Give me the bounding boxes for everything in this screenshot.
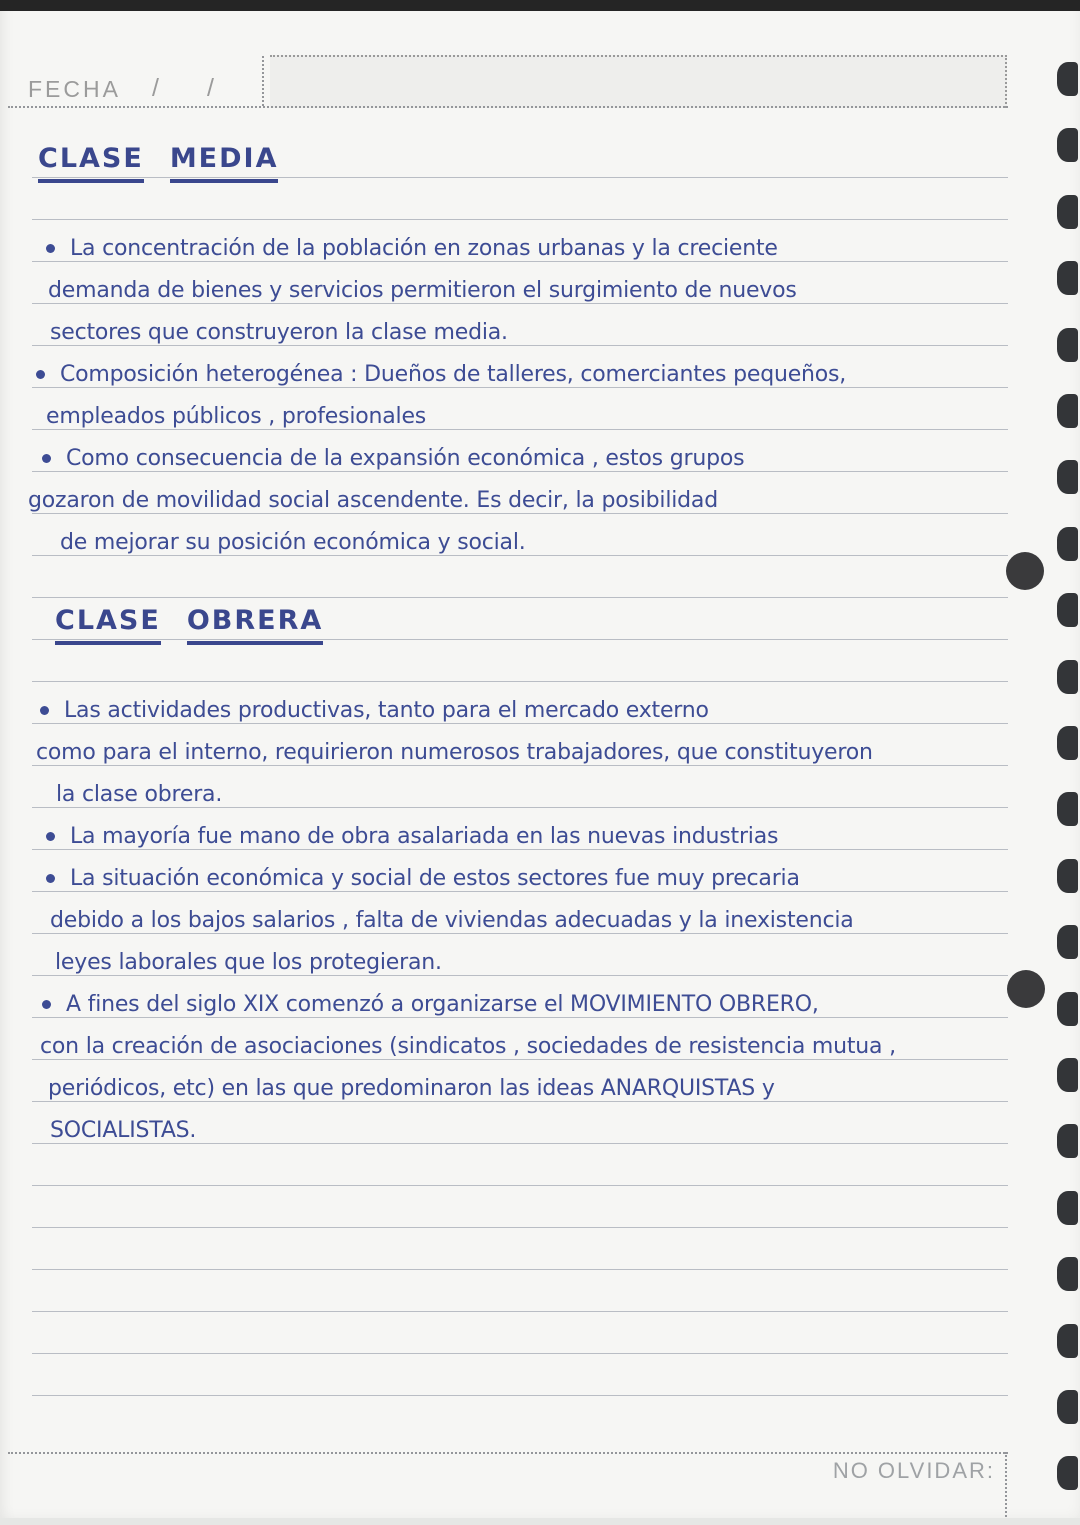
handwritten-line: [48, 269, 797, 305]
handwritten-line: [40, 983, 819, 1019]
binding-hole: [1057, 128, 1078, 162]
handwritten-line: [40, 437, 744, 473]
binding-hole: [1057, 261, 1078, 295]
bullet-dot: [46, 244, 55, 253]
handwritten-line: [60, 521, 526, 557]
punch-hole-top: [1006, 552, 1044, 590]
line-text: SOCIALISTAS.: [50, 1118, 197, 1143]
line-text: Como consecuencia de la expansión económica , estos grupos: [66, 446, 745, 471]
line-text: debido a los bajos salarios , falta de viviendas adecuadas y la inexistencia: [50, 908, 854, 933]
line-text: empleados públicos , profesionales: [46, 404, 427, 429]
binding-hole: [1057, 1058, 1078, 1092]
title-word: OBRERA: [187, 607, 323, 645]
fecha-slash-1: /: [152, 74, 159, 102]
line-text: gozaron de movilidad social ascendente. Es decir, la posibilidad: [28, 488, 718, 513]
bullet-dot: [46, 874, 55, 883]
footer-divider-dotted: [8, 1452, 1008, 1454]
header-separator-vertical: [262, 56, 264, 106]
line-text: Las actividades productivas, tanto para el mercado externo: [64, 698, 709, 723]
bullet-dot: [42, 1000, 51, 1009]
header-divider-dotted: [8, 106, 1008, 108]
line-text: con la creación de asociaciones (sindicatos , sociedades de resistencia mutua ,: [40, 1034, 896, 1059]
line-text: la clase obrera.: [56, 782, 223, 807]
fecha-slash-2: /: [207, 74, 214, 102]
binding-hole: [1057, 1124, 1078, 1158]
header-title-box: [270, 55, 1007, 108]
handwritten-line: [48, 1067, 775, 1103]
line-text: leyes laborales que los protegieran.: [55, 950, 442, 975]
binding-hole: [1057, 593, 1078, 627]
line-text: A fines del siglo XIX comenzó a organizarse el MOVIMIENTO OBRERO,: [66, 992, 819, 1017]
binding-hole: [1057, 726, 1078, 760]
line-text: Composición heterogénea : Dueños de talleres, comerciantes pequeños,: [60, 362, 847, 387]
ruled-line: [32, 1311, 1008, 1312]
ruled-line: [32, 1395, 1008, 1396]
binding-hole: [1057, 1324, 1078, 1358]
section-title: [38, 133, 304, 183]
handwritten-line: [56, 773, 222, 809]
handwritten-line: [38, 689, 709, 725]
handwritten-line: [34, 353, 846, 389]
scan-edge-bottom: [0, 1518, 1080, 1525]
binding-hole: [1057, 792, 1078, 826]
line-text: La concentración de la población en zonas urbanas y la creciente: [70, 236, 778, 261]
ruled-line: [32, 1227, 1008, 1228]
bullet-dot: [36, 370, 45, 379]
binding-hole: [1057, 328, 1078, 362]
handwritten-line: [50, 311, 508, 347]
line-text: periódicos, etc) en las que predominaron las ideas ANARQUISTAS y: [48, 1076, 775, 1101]
title-word: MEDIA: [170, 145, 279, 183]
ruled-line: [32, 219, 1008, 220]
handwritten-line: [44, 857, 800, 893]
binding-hole: [1057, 1390, 1078, 1424]
bullet-dot: [46, 832, 55, 841]
line-text: de mejorar su posición económica y social.: [60, 530, 526, 555]
line-text: sectores que construyeron la clase media.: [50, 320, 508, 345]
handwritten-line: [55, 941, 442, 977]
bullet-dot: [40, 706, 49, 715]
binding-hole: [1057, 62, 1078, 96]
line-text: demanda de bienes y servicios permitieron el surgimiento de nuevos: [48, 278, 797, 303]
bullet-dot: [42, 454, 51, 463]
no-olvidar-label: NO OLVIDAR:: [832, 1458, 995, 1483]
handwritten-line: [50, 1109, 196, 1145]
section-title: [55, 595, 349, 645]
binding-hole: [1057, 992, 1078, 1026]
handwritten-line: [44, 227, 778, 263]
line-text: como para el interno, requirieron numerosos trabajadores, que constituyeron: [36, 740, 873, 765]
binding-hole: [1057, 460, 1078, 494]
binding-hole: [1057, 660, 1078, 694]
binding-hole: [1057, 394, 1078, 428]
binding-hole: [1057, 1191, 1078, 1225]
binding-hole: [1057, 859, 1078, 893]
ruled-line: [32, 1269, 1008, 1270]
line-text: La situación económica y social de estos sectores fue muy precaria: [70, 866, 800, 891]
scan-edge-top: [0, 0, 1080, 11]
fecha-label: FECHA: [28, 76, 121, 102]
ruled-line: [32, 1185, 1008, 1186]
ruled-line: [32, 681, 1008, 682]
title-word: CLASE: [38, 145, 144, 183]
title-word: CLASE: [55, 607, 161, 645]
handwritten-line: [44, 815, 778, 851]
handwritten-line: [40, 1025, 896, 1061]
handwritten-line: [36, 731, 873, 767]
handwritten-line: [28, 479, 718, 515]
line-text: La mayoría fue mano de obra asalariada en las nuevas industrias: [70, 824, 779, 849]
punch-hole-bottom: [1007, 970, 1045, 1008]
handwritten-line: [50, 899, 854, 935]
handwritten-line: [46, 395, 426, 431]
binding-hole: [1057, 527, 1078, 561]
binding-hole: [1057, 1257, 1078, 1291]
binding-hole: [1057, 195, 1078, 229]
footer-separator-vertical: [1005, 1452, 1007, 1520]
binding-hole: [1057, 925, 1078, 959]
ruled-line: [32, 1353, 1008, 1354]
binding-hole: [1057, 1456, 1078, 1490]
